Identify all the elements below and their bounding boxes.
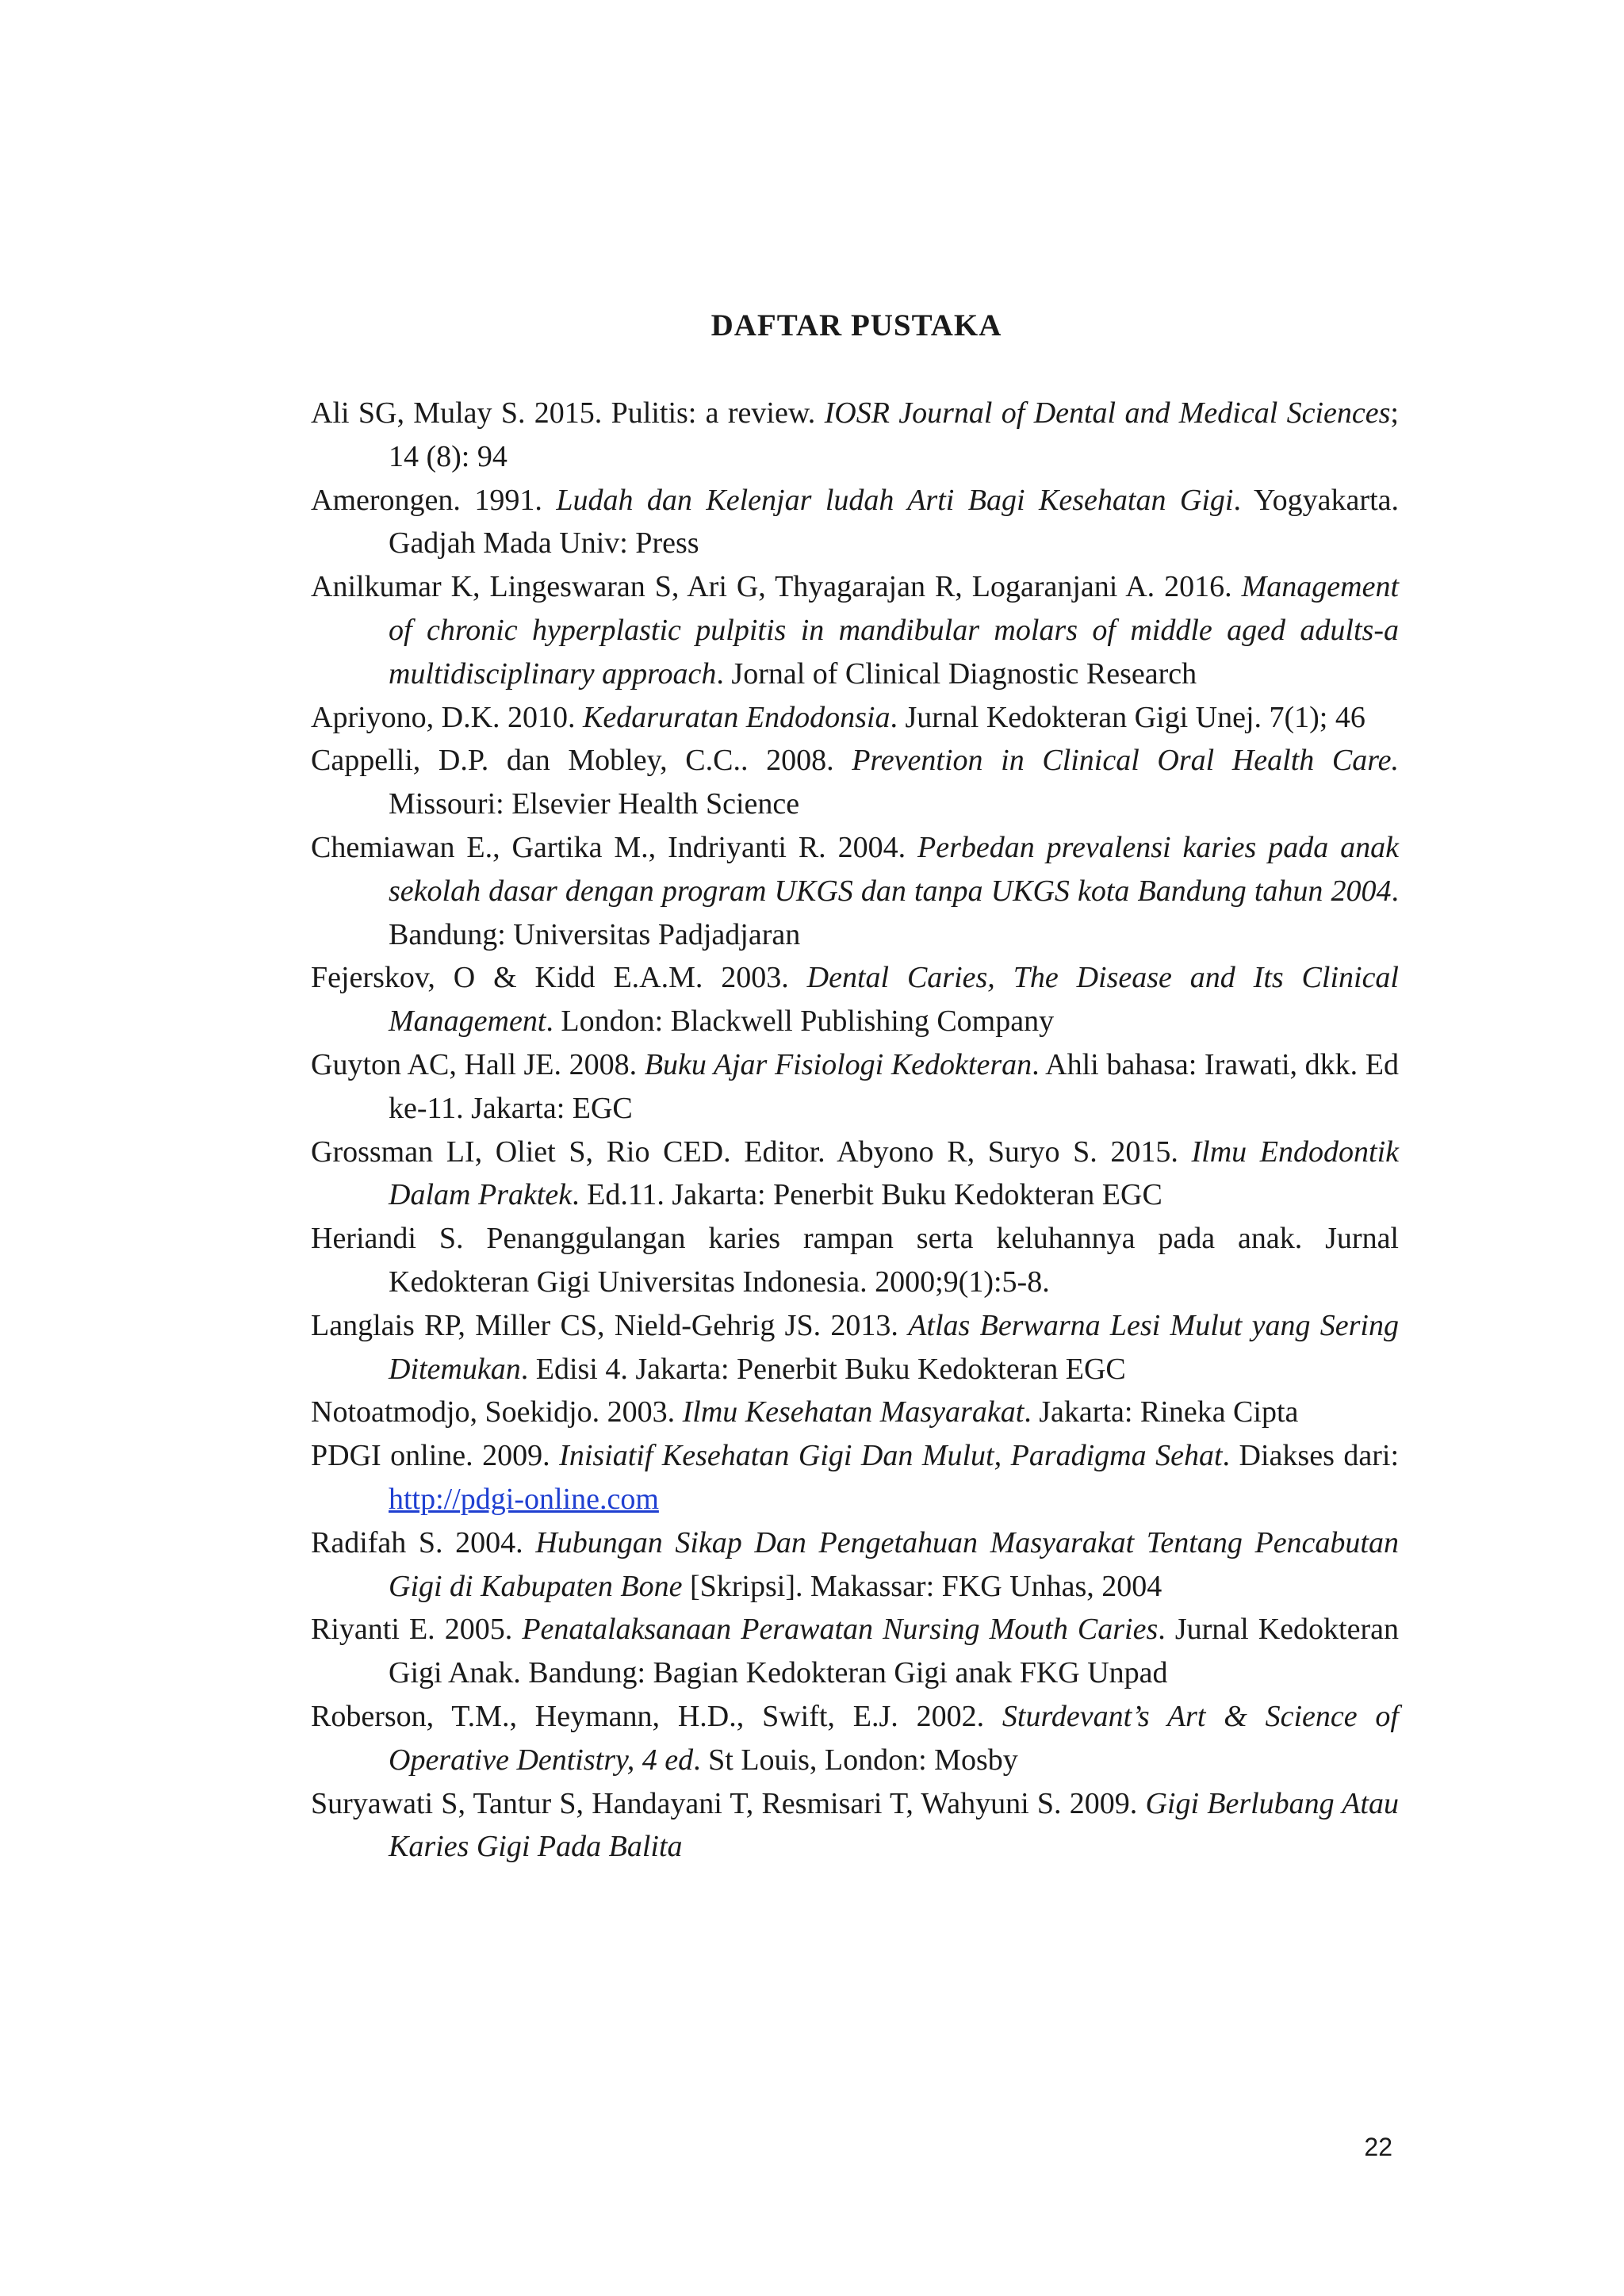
reference-title: Ilmu Endodontik Dalam Praktek — [389, 1135, 1399, 1212]
reference-title: Inisiatif Kesehatan Gigi Dan Mulut, Paradigma Sehat — [559, 1439, 1223, 1473]
reference-entry — [311, 1131, 1399, 1218]
reference-text: Missouri: Elsevier Health Science — [389, 787, 800, 821]
reference-text: . Jornal of Clinical Diagnostic Research — [716, 656, 1197, 691]
reference-title: Prevention in Clinical Oral Health Care. — [852, 744, 1399, 778]
reference-title: Buku Ajar Fisiologi Kedokteran — [644, 1047, 1032, 1081]
reference-title: Hubungan Sikap Dan Pengetahuan Masyarakat Tentang Pencabutan Gigi di Kabupaten Bone — [389, 1525, 1399, 1603]
reference-title: Gigi Berlubang Atau Karies Gigi Pada Balita — [389, 1786, 1399, 1864]
reference-list — [311, 392, 1399, 1869]
reference-text: . Yogyakarta. Gadjah Mada Univ: Press — [389, 483, 1399, 561]
reference-title: Ilmu Kesehatan Masyarakat — [682, 1395, 1025, 1429]
reference-entry — [311, 826, 1399, 956]
reference-text: Roberson, T.M., Heymann, H.D., Swift, E.J. 2002. — [311, 1699, 1002, 1733]
reference-title: Atlas Berwarna Lesi Mulut yang Sering Ditemukan — [389, 1308, 1399, 1386]
reference-text: . Jurnal Kedokteran Gigi Unej. 7(1); 46 — [890, 700, 1365, 734]
reference-entry — [311, 739, 1399, 826]
reference-entry — [311, 1608, 1399, 1695]
reference-text: Suryawati S, Tantur S, Handayani T, Resmisari T, Wahyuni S. 2009. — [311, 1786, 1146, 1820]
reference-text: . St Louis, London: Mosby — [693, 1743, 1018, 1777]
reference-text: Fejerskov, O & Kidd E.A.M. 2003. — [311, 961, 807, 995]
reference-entry — [311, 696, 1399, 740]
reference-title: Ludah dan Kelenjar ludah Arti Bagi Kesehatan Gigi — [556, 483, 1234, 517]
pdgi-link[interactable]: http://pdgi-online.com — [389, 1482, 659, 1516]
reference-text: ; 14 (8): 94 — [389, 396, 1399, 473]
reference-text: Notoatmodjo, Soekidjo. 2003. — [311, 1395, 683, 1429]
reference-entry — [311, 1043, 1399, 1131]
reference-text: Heriandi S. Penanggulangan karies rampan serta keluhannya pada anak. Jurnal Kedokteran Gigi Universitas Indonesia. 2000;9(1):5-8. — [311, 1222, 1399, 1299]
reference-text: Riyanti E. 2005. — [311, 1613, 523, 1647]
reference-text: Grossman LI, Oliet S, Rio CED. Editor. Abyono R, Suryo S. 2015. — [311, 1135, 1192, 1169]
reference-text: Cappelli, D.P. dan Mobley, C.C.. 2008. — [311, 744, 852, 778]
reference-entry — [311, 1304, 1399, 1391]
reference-entry — [311, 392, 1399, 479]
reference-entry — [311, 479, 1399, 566]
reference-text: PDGI online. 2009. — [311, 1439, 560, 1473]
reference-text: Ali SG, Mulay S. 2015. Pulitis: a review. — [311, 396, 825, 430]
reference-entry — [311, 1782, 1399, 1869]
reference-entry — [311, 565, 1399, 695]
reference-entry — [311, 956, 1399, 1043]
reference-text: . Edisi 4. Jakarta: Penerbit Buku Kedokteran EGC — [520, 1352, 1126, 1386]
reference-text: Guyton AC, Hall JE. 2008. — [311, 1047, 645, 1081]
page-number: 22 — [1364, 2133, 1392, 2161]
reference-title: Perbedan prevalensi karies pada anak sekolah dasar dengan program UKGS dan tanpa UKGS kota Bandung tahun 2004 — [389, 830, 1399, 908]
reference-text: Langlais RP, Miller CS, Nield-Gehrig JS. 2013. — [311, 1308, 909, 1342]
reference-entry — [311, 1695, 1399, 1782]
reference-text: Anilkumar K, Lingeswaran S, Ari G, Thyagarajan R, Logaranjani A. 2016. — [311, 570, 1242, 604]
reference-text: . Diakses dari: — [1222, 1439, 1399, 1473]
reference-text: . Jurnal Kedokteran Gigi Anak. Bandung: Bagian Kedokteran Gigi anak FKG Unpad — [389, 1613, 1400, 1690]
reference-entry — [311, 1434, 1399, 1521]
reference-text: [Skripsi]. Makassar: FKG Unhas, 2004 — [682, 1569, 1162, 1603]
reference-text: Apriyono, D.K. 2010. — [311, 700, 584, 734]
reference-entry — [311, 1391, 1399, 1434]
reference-entry — [311, 1521, 1399, 1609]
reference-title: Sturdevant’s Art & Science of Operative Dentistry, 4 ed — [389, 1699, 1399, 1777]
reference-title: Penatalaksanaan Perawatan Nursing Mouth Caries — [522, 1613, 1159, 1647]
reference-text: . Bandung: Universitas Padjadjaran — [389, 874, 1399, 951]
reference-text: . Ahli bahasa: Irawati, dkk. Ed ke-11. Jakarta: EGC — [389, 1047, 1399, 1125]
reference-title: IOSR Journal of Dental and Medical Sciences — [824, 396, 1391, 430]
reference-text: Chemiawan E., Gartika M., Indriyanti R. 2004. — [311, 830, 918, 864]
reference-text: . Ed.11. Jakarta: Penerbit Buku Kedokteran EGC — [572, 1178, 1162, 1212]
reference-text: Radifah S. 2004. — [311, 1525, 536, 1559]
reference-title: Management of chronic hyperplastic pulpitis in mandibular molars of middle aged adults-a multidisciplinary approach — [389, 570, 1399, 691]
page-title: DAFTAR PUSTAKA — [710, 308, 1002, 342]
reference-entry — [311, 1217, 1399, 1304]
reference-text: . London: Blackwell Publishing Company — [546, 1004, 1055, 1039]
reference-text: . Jakarta: Rineka Cipta — [1024, 1395, 1299, 1429]
reference-title: Dental Caries, The Disease and Its Clinical Management — [389, 961, 1399, 1039]
reference-text: Amerongen. 1991. — [311, 483, 557, 517]
reference-title: Kedaruratan Endodonsia — [583, 700, 891, 734]
